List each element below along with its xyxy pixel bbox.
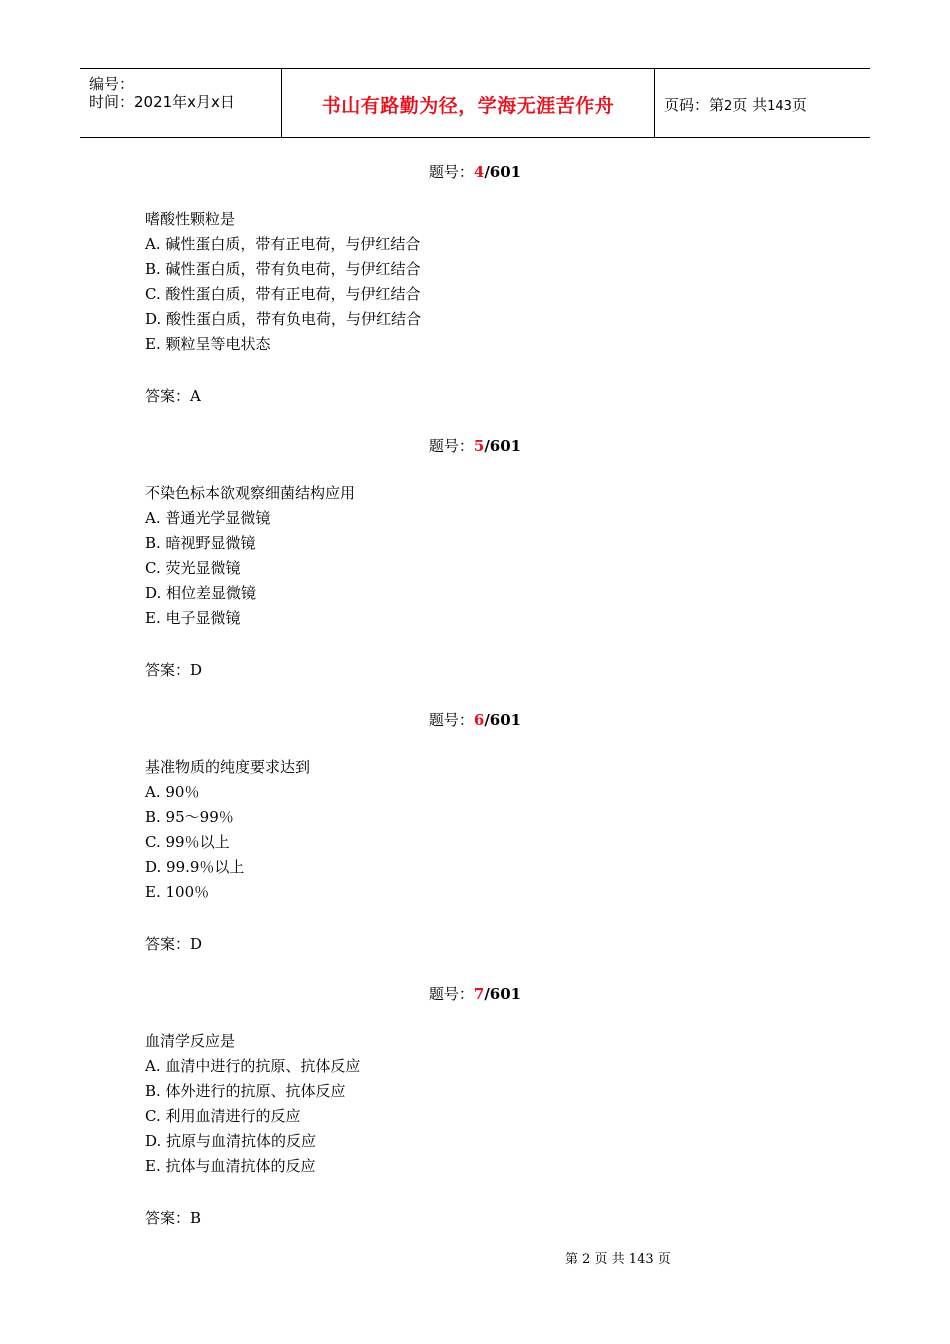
- option-b: B. 体外进行的抗原、抗体反应: [145, 1082, 346, 1100]
- time-label: 时间：2021年x月x日: [89, 93, 235, 111]
- option-a: A. 血清中进行的抗原、抗体反应: [145, 1057, 361, 1075]
- answer: 答案：B: [145, 1209, 202, 1227]
- question-body: [145, 481, 355, 631]
- option-e: E. 100％: [145, 883, 210, 901]
- answer: 答案：D: [145, 661, 203, 679]
- serial-label: 编号：: [89, 75, 135, 93]
- page-prefix: 页码：第: [664, 96, 725, 114]
- page-mid: 页 共: [732, 96, 768, 114]
- question-header: [0, 161, 950, 182]
- question-label: 题号：: [428, 437, 474, 455]
- question-header: [0, 435, 950, 456]
- header-page-cell: [655, 69, 870, 137]
- option-d: D. 相位差显微镜: [145, 584, 257, 602]
- answer: 答案：A: [145, 387, 201, 405]
- page-indicator: [664, 94, 807, 115]
- page-suffix: 页: [791, 96, 807, 114]
- page-total: 143: [767, 99, 792, 114]
- question-label: 题号：: [428, 985, 474, 1003]
- option-c: C. 酸性蛋白质，带有正电荷，与伊红结合: [145, 285, 421, 303]
- option-b: B. 暗视野显微镜: [145, 534, 256, 552]
- question-label: 题号：: [428, 711, 474, 729]
- option-c: C. 99％以上: [145, 833, 230, 851]
- question-total: /601: [484, 163, 522, 181]
- question-total: /601: [484, 711, 522, 729]
- option-d: D. 99.9％以上: [145, 858, 245, 876]
- question-header: [0, 709, 950, 730]
- option-a: A. 90％: [145, 783, 200, 801]
- option-a: A. 碱性蛋白质，带有正电荷，与伊红结合: [145, 235, 421, 253]
- answer: 答案：D: [145, 935, 203, 953]
- question-label: 题号：: [428, 163, 474, 181]
- question-body: [145, 1029, 360, 1179]
- option-a: A. 普通光学显微镜: [145, 509, 271, 527]
- option-c: C. 荧光显微镜: [145, 559, 241, 577]
- option-b: B. 碱性蛋白质，带有负电荷，与伊红结合: [145, 260, 421, 278]
- option-e: E. 颗粒呈等电状态: [145, 335, 271, 353]
- option-e: E. 电子显微镜: [145, 609, 241, 627]
- question-header: [0, 983, 950, 1004]
- question-number: 5: [473, 437, 485, 455]
- option-d: D. 酸性蛋白质，带有负电荷，与伊红结合: [145, 310, 422, 328]
- option-e: E. 抗体与血清抗体的反应: [145, 1157, 316, 1175]
- question-stem: 嗜酸性颗粒是: [145, 210, 236, 228]
- question-body: [145, 755, 310, 905]
- question-number: 6: [473, 711, 485, 729]
- page-footer: 第 2 页 共 143 页: [565, 1252, 671, 1267]
- page-num: 2: [724, 99, 733, 114]
- question-stem: 不染色标本欲观察细菌结构应用: [145, 484, 356, 502]
- motto: 书山有路勤为径，学海无涯苦作舟: [321, 95, 615, 117]
- question-total: /601: [484, 985, 522, 1003]
- option-c: C. 利用血清进行的反应: [145, 1107, 301, 1125]
- page-header: [80, 68, 870, 138]
- question-stem: 基准物质的纯度要求达到: [145, 758, 311, 776]
- header-motto-cell: [282, 69, 655, 137]
- question-body: [145, 207, 421, 357]
- option-b: B. 95～99％: [145, 808, 234, 826]
- option-d: D. 抗原与血清抗体的反应: [145, 1132, 317, 1150]
- question-number: 4: [473, 163, 485, 181]
- question-total: /601: [484, 437, 522, 455]
- header-info-cell: [80, 69, 282, 137]
- question-number: 7: [473, 985, 485, 1003]
- question-stem: 血清学反应是: [145, 1032, 236, 1050]
